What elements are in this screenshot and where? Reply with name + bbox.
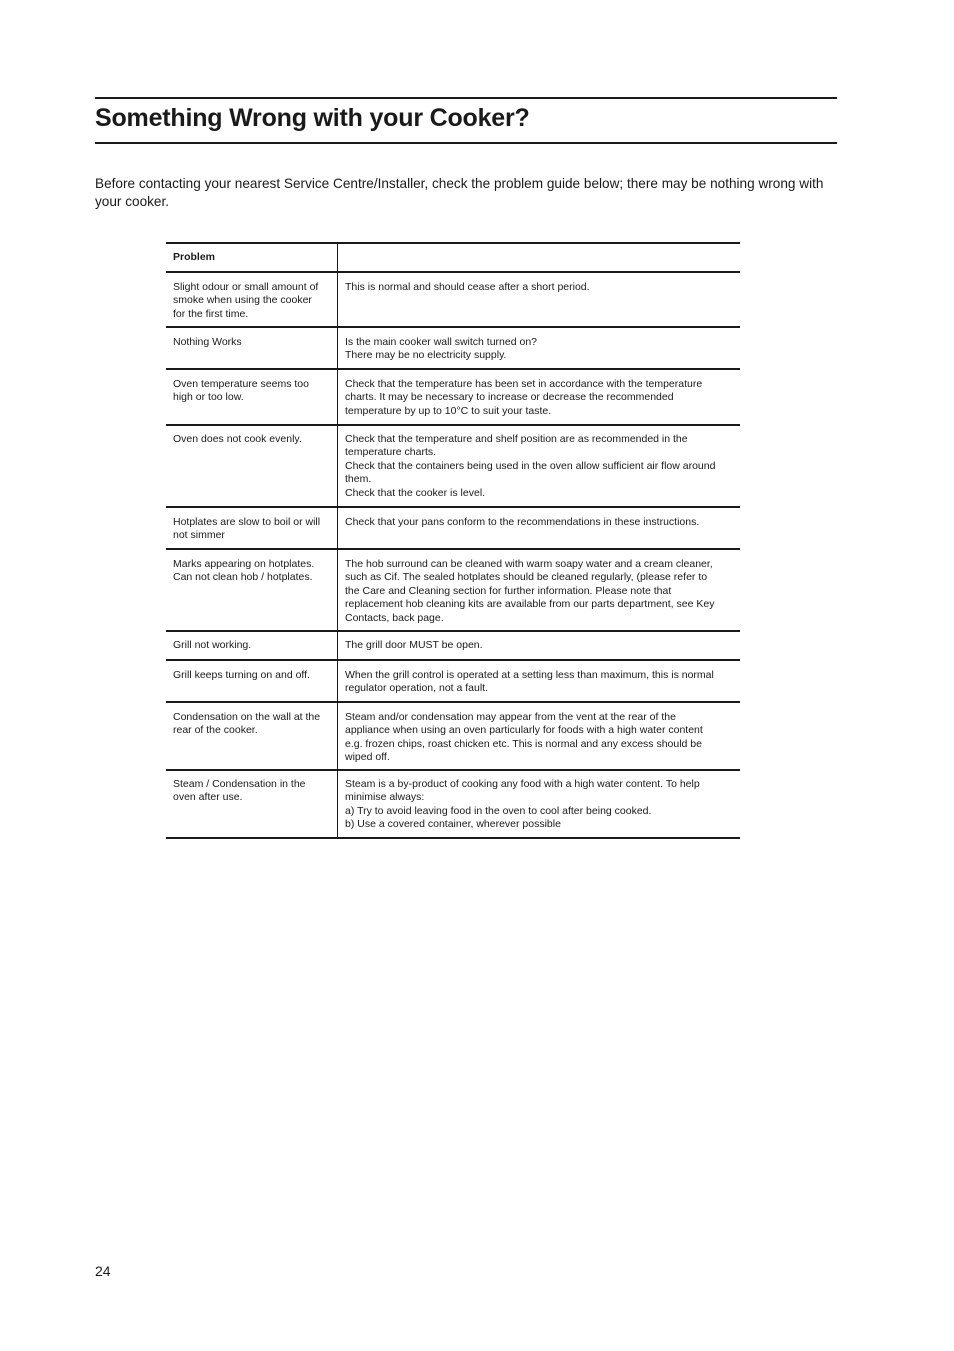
solution-text-line: the Care and Cleaning section for further information. Please note that: [345, 584, 672, 597]
solution-text-line: such as Cif. The sealed hotplates should be cleaned regularly, (please refer to: [345, 571, 708, 584]
intro-paragraph: Before contacting your nearest Service Centre/Installer, check the problem guide below; there may be nothing wrong with your cooker.: [95, 176, 824, 209]
solution-text-line: appliance when using an oven particularly for foods with a high water content: [345, 724, 703, 737]
solution-text-line: wiped off.: [345, 751, 390, 764]
problem-text-line: Slight odour or small amount of: [173, 281, 319, 293]
table-row: [166, 507, 740, 549]
solution-cell: [338, 631, 741, 660]
solution-cell: [338, 770, 741, 838]
solution-cell: [338, 425, 741, 507]
solution-text-line: a) Try to avoid leaving food in the oven to cool after being cooked.: [345, 804, 652, 817]
problem-text-line: Marks appearing on hotplates.: [173, 558, 315, 570]
problem-guide-body: [166, 243, 740, 838]
table-row: [166, 272, 740, 327]
solution-cell: [338, 549, 741, 631]
problem-text-line: Grill keeps turning on and off.: [173, 669, 310, 681]
solution-text-line: Is the main cooker wall switch turned on?: [345, 336, 538, 348]
header-solution: [338, 243, 741, 272]
solution-text-line: temperature by up to 10°C to suit your taste.: [345, 404, 552, 417]
solution-text-line: This is normal and should cease after a short period.: [345, 281, 590, 293]
problem-cell: [166, 702, 338, 770]
table-row: [166, 425, 740, 507]
solution-text-line: The hob surround can be cleaned with warm soapy water and a cream cleaner,: [345, 558, 713, 570]
table-row: [166, 702, 740, 770]
problem-text-line: smoke when using the cooker: [173, 294, 312, 307]
solution-cell: [338, 327, 741, 369]
solution-text-line: temperature charts.: [345, 446, 437, 459]
solution-text-line: regulator operation, not a fault.: [345, 682, 489, 695]
solution-cell: [338, 702, 741, 770]
problem-text-line: Hotplates are slow to boil or will: [173, 516, 321, 528]
table-row: [166, 327, 740, 369]
solution-text-line: minimise always:: [345, 791, 425, 804]
solution-text-line: The grill door MUST be open.: [345, 639, 483, 651]
problem-text-line: Can not clean hob / hotplates.: [173, 571, 313, 584]
problem-cell: [166, 327, 338, 369]
solution-text-line: charts. It may be necessary to increase or decrease the recommended: [345, 391, 674, 404]
solution-cell: [338, 660, 741, 702]
solution-cell: [338, 369, 741, 425]
solution-text-line: e.g. frozen chips, roast chicken etc. This is normal and any excess should be: [345, 737, 702, 750]
solution-text-line: Check that your pans conform to the recommendations in these instructions.: [345, 516, 700, 528]
problem-text-line: Condensation on the wall at the: [173, 711, 321, 723]
table-row: [166, 660, 740, 702]
problem-text-line: Grill not working.: [173, 639, 252, 651]
solution-text-line: them.: [345, 473, 372, 486]
solution-text-line: Check that the cooker is level.: [345, 486, 486, 499]
problem-cell: [166, 770, 338, 838]
problem-cell: [166, 272, 338, 327]
solution-text-line: Check that the temperature and shelf position are as recommended in the: [345, 433, 688, 445]
solution-cell: [338, 272, 741, 327]
problem-text-line: Oven does not cook evenly.: [173, 433, 302, 445]
problem-cell: [166, 631, 338, 660]
problem-cell: [166, 425, 338, 507]
problem-text-line: Nothing Works: [173, 336, 242, 348]
solution-text-line: Steam is a by-product of cooking any food with a high water content. To help: [345, 778, 700, 790]
problem-text-line: rear of the cooker.: [173, 724, 258, 737]
problem-text-line: not simmer: [173, 529, 225, 542]
solution-text-line: b) Use a covered container, wherever possible: [345, 818, 561, 831]
table-row: [166, 549, 740, 631]
problem-text-line: Oven temperature seems too: [173, 378, 309, 390]
problem-text-line: high or too low.: [173, 391, 244, 404]
solution-text-line: Contacts, back page.: [345, 611, 444, 624]
page-number: 24: [95, 1263, 111, 1279]
solution-text-line: Check that the temperature has been set in accordance with the temperature: [345, 378, 703, 390]
problem-cell: [166, 660, 338, 702]
problem-guide-table: [166, 242, 740, 839]
problem-cell: [166, 507, 338, 549]
solution-text-line: Steam and/or condensation may appear from the vent at the rear of the: [345, 711, 676, 723]
solution-text-line: Check that the containers being used in the oven allow sufficient air flow around: [345, 459, 716, 472]
problem-text-line: oven after use.: [173, 791, 243, 804]
table-row: [166, 369, 740, 425]
problem-text-line: Steam / Condensation in the: [173, 778, 306, 790]
header-problem: Problem: [166, 243, 338, 272]
table-row: [166, 770, 740, 838]
problem-cell: [166, 369, 338, 425]
problem-cell: [166, 549, 338, 631]
table-row: [166, 631, 740, 660]
page-title: Something Wrong with your Cooker?: [95, 104, 530, 132]
problem-text-line: for the first time.: [173, 307, 249, 320]
solution-cell: [338, 507, 741, 549]
solution-text-line: replacement hob cleaning kits are available from our parts department, see Key: [345, 598, 715, 611]
page-title-block: [95, 97, 837, 144]
solution-text-line: When the grill control is operated at a setting less than maximum, this is normal: [345, 669, 714, 681]
table-header-row: [166, 243, 740, 272]
solution-text-line: There may be no electricity supply.: [345, 349, 507, 362]
